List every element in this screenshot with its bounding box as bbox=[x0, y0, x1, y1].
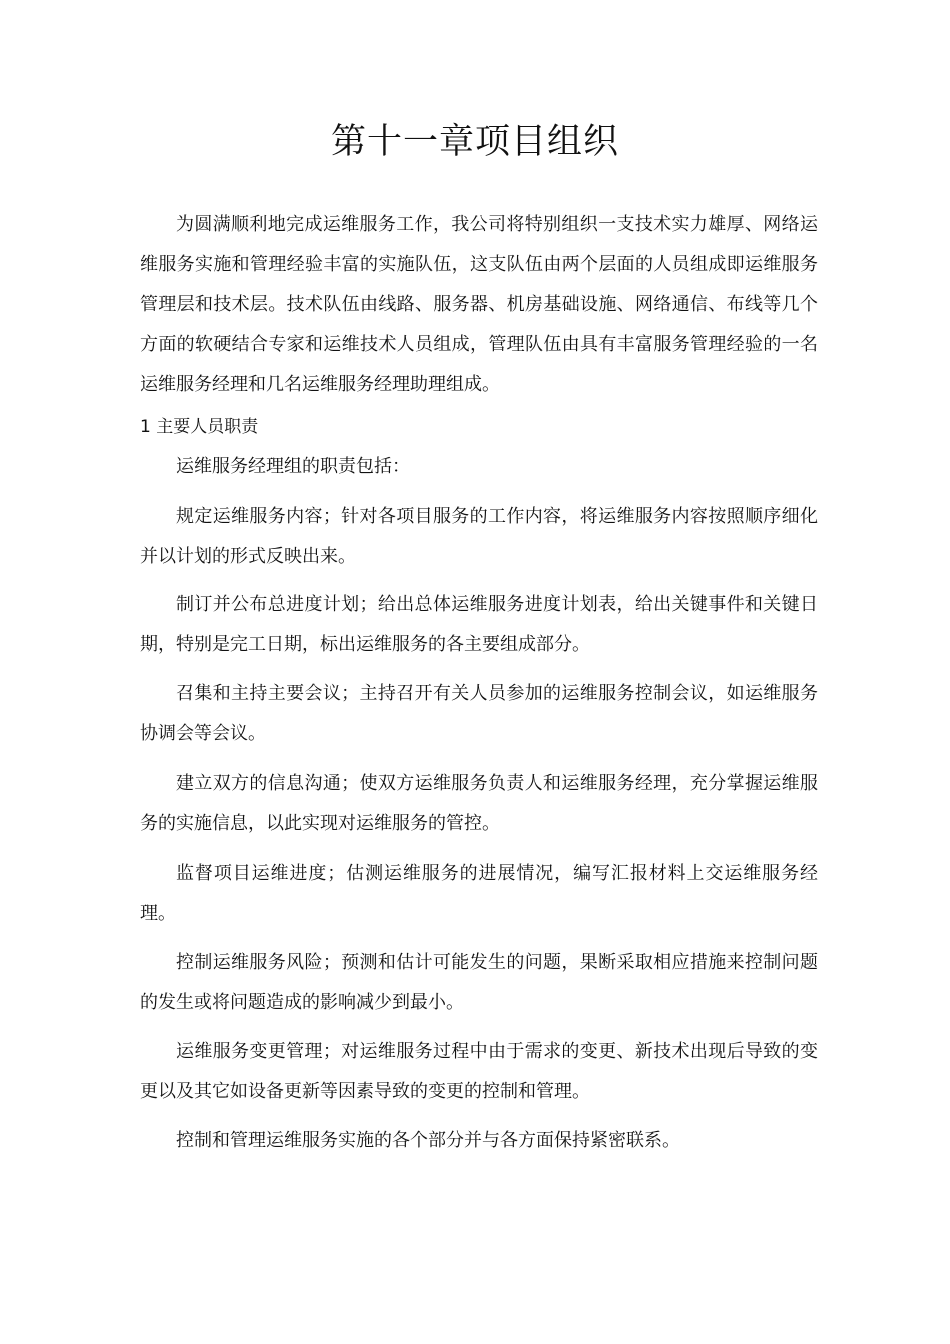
intro-paragraph: 为圆满顺利地完成运维服务工作，我公司将特别组织一支技术实力雄厚、网络运维服务实施和管理经验丰富的实施队伍，这支队伍由两个层面的人员组成即运维服务管理层和技术层。技术队伍由线路、服务器、机房基础设施、网络通信、布线等几个方面的软硬结合专家和运维技术人员组成，管理队伍由具有丰富服务管理经验的一名运维服务经理和几名运维服务经理助理组成。 bbox=[140, 214, 818, 395]
duty-paragraph: 控制运维服务风险；预测和估计可能发生的问题，果断采取相应措施来控制问题的发生或将问题造成的影响减少到最小。 bbox=[140, 952, 818, 1013]
lead-paragraph: 运维服务经理组的职责包括： bbox=[176, 456, 410, 477]
duty-paragraph: 建立双方的信息沟通；使双方运维服务负责人和运维服务经理，充分掌握运维服务的实施信息，以此实现对运维服务的管控。 bbox=[140, 773, 818, 834]
duty-paragraph: 监督项目运维进度；估测运维服务的进展情况，编写汇报材料上交运维服务经理。 bbox=[140, 863, 818, 924]
duty-paragraph: 控制和管理运维服务实施的各个部分并与各方面保持紧密联系。 bbox=[176, 1130, 680, 1151]
duty-paragraph: 制订并公布总进度计划；给出总体运维服务进度计划表，给出关键事件和关键日期，特别是完工日期，标出运维服务的各主要组成部分。 bbox=[140, 594, 818, 655]
section-heading: 1 主要人员职责 bbox=[140, 417, 259, 437]
duty-paragraph: 运维服务变更管理；对运维服务过程中由于需求的变更、新技术出现后导致的变更以及其它如设备更新等因素导致的变更的控制和管理。 bbox=[140, 1041, 818, 1102]
duty-paragraph: 规定运维服务内容；针对各项目服务的工作内容，将运维服务内容按照顺序细化并以计划的形式反映出来。 bbox=[140, 506, 818, 567]
duty-paragraph: 召集和主持主要会议；主持召开有关人员参加的运维服务控制会议，如运维服务协调会等会议。 bbox=[140, 683, 818, 744]
page-title: 第十一章项目组织 bbox=[330, 122, 619, 162]
